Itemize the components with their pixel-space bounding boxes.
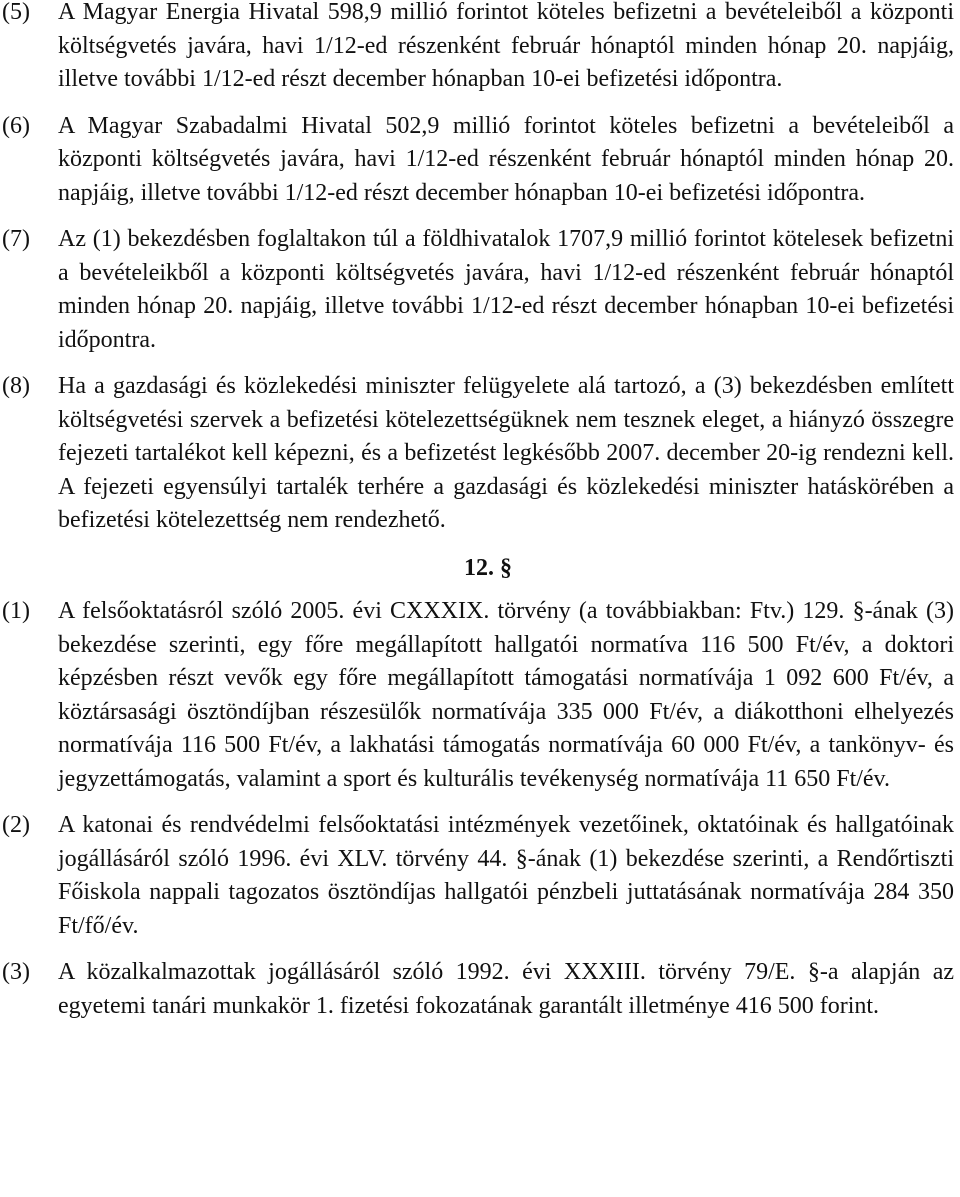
paragraph-number: (1) (2, 598, 30, 624)
section-heading: 12. § (464, 554, 512, 581)
section-12-paragraph-3 (2, 956, 954, 1023)
paragraph-number: (5) (2, 0, 30, 25)
paragraph-7 (2, 223, 954, 357)
paragraph-text: A katonai és rendvédelmi felsőoktatási intézmények vezetőinek, oktatóinak és hallgatóinak jogállásáról szóló 1996. évi XLV. törvény 44. §-ának (1) bekezdése szerinti, a Rendőrtiszti Főiskola nappali tagozatos ösztöndíjas hallgatói pénzbeli juttatásának normatívája 284 350 Ft/fő/év. (58, 812, 954, 939)
paragraph-text: Ha a gazdasági és közlekedési miniszter felügyelete alá tartozó, a (3) bekezdésben említett költségvetési szervek a befizetési kötelezettségüknek nem tesznek eleget, a hiányzó összegre fejezeti tartalékot kell képezni, és a befizetést legkésőbb 2007. december 20-ig rendezni kell. A fejezeti egyensúlyi tartalék terhére a gazdasági és közlekedési miniszter hatáskörében a befizetési kötelezettség nem rendezhető. (58, 373, 954, 533)
paragraph-text: A felsőoktatásról szóló 2005. évi CXXXIX. törvény (a továbbiakban: Ftv.) 129. §-ának (3) bekezdése szerinti, egy főre megállapított hallgatói normatíva 116 500 Ft/év, a doktori képzésben részt vevők egy főre megállapított támogatási normatívája 1 092 600 Ft/év, a köztársasági ösztöndíjban részesülők normatívája 335 000 Ft/év, a diákotthoni elhelyezés normatívája 116 500 Ft/év, a lakhatási támogatás normatívája 60 000 Ft/év, a tankönyv- és jegyzettámogatás, valamint a sport és kulturális tevékenység normatívája 11 650 Ft/év. (58, 598, 954, 792)
paragraph-text: A Magyar Energia Hivatal 598,9 millió forintot köteles befizetni a bevételeiből a központi költségvetés javára, havi 1/12-ed részenként február hónaptól minden hónap 20. napjáig, illetve további 1/12-ed részt december hónapban 10-ei befizetési időpontra. (58, 0, 954, 92)
paragraph-number: (3) (2, 959, 30, 985)
paragraph-6 (2, 110, 954, 211)
paragraph-text: A Magyar Szabadalmi Hivatal 502,9 millió forintot köteles befizetni a bevételeiből a központi költségvetés javára, havi 1/12-ed részenként február hónaptól minden hónap 20. napjáig, illetve további 1/12-ed részt december hónapban 10-ei befizetési időpontra. (58, 112, 954, 206)
paragraph-number: (8) (2, 373, 30, 399)
paragraph-number: (7) (2, 226, 30, 252)
section-12-paragraph-1 (2, 595, 954, 796)
paragraph-8 (2, 370, 954, 538)
paragraph-number: (6) (2, 112, 30, 139)
paragraph-number: (2) (2, 812, 30, 838)
paragraph-text: Az (1) bekezdésben foglaltakon túl a földhivatalok 1707,9 millió forintot kötelesek befizetni a bevételeikből a központi költségvetés javára, havi 1/12-ed részenként február hónaptól minden hónap 20. napjáig, illetve további 1/12-ed részt december hónapban 10-ei befizetési időpontra. (58, 226, 954, 353)
paragraph-text: A közalkalmazottak jogállásáról szóló 1992. évi XXXIII. törvény 79/E. §-a alapján az egyetemi tanári munkakör 1. fizetési fokozatának garantált illetménye 416 500 forint. (58, 959, 954, 1019)
paragraph-5 (2, 0, 954, 97)
section-12-paragraph-2 (2, 809, 954, 943)
